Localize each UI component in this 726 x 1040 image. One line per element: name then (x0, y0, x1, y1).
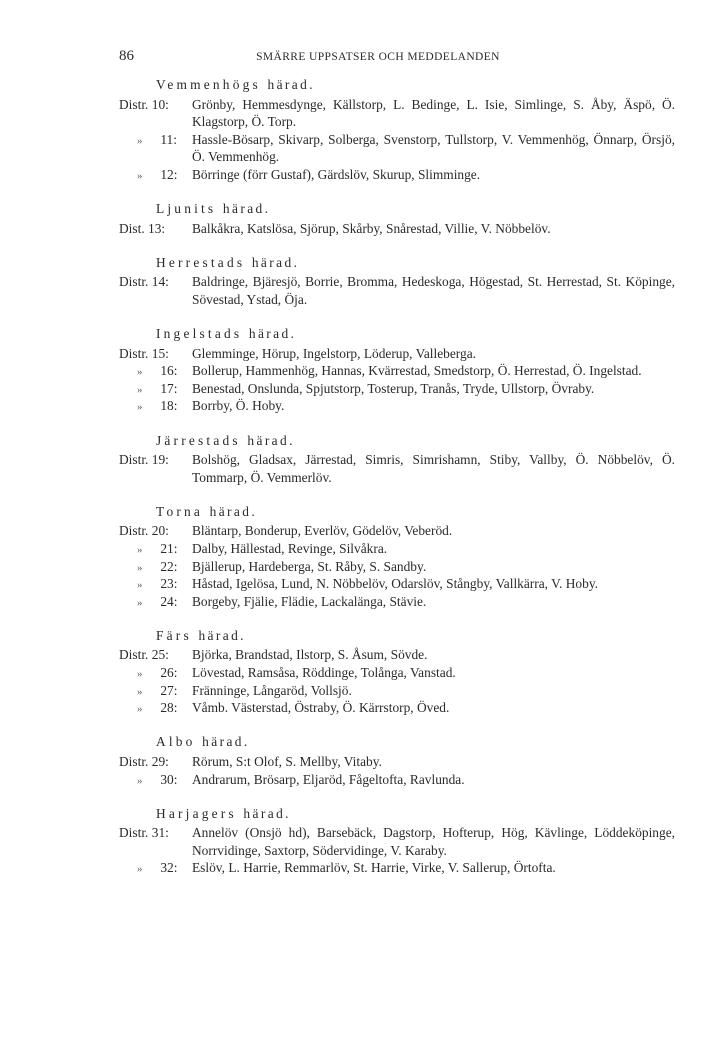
ditto-mark: » (137, 685, 143, 698)
district-number: 20: (151, 523, 169, 539)
section-heading (119, 805, 675, 823)
district-entry (119, 273, 675, 308)
page-number: 86 (119, 48, 134, 64)
district-label (119, 824, 192, 842)
district-number: 25: (151, 647, 169, 663)
section-heading (119, 254, 675, 272)
harad-word: härad. (243, 805, 291, 821)
district-number: 17: (160, 380, 178, 396)
ditto-mark: » (137, 579, 143, 592)
district-entry (119, 824, 675, 859)
district-number: 26: (160, 665, 178, 681)
section-heading (119, 325, 675, 343)
harad-word: härad. (267, 77, 315, 92)
parish-list: Benestad, Onslunda, Spjutstorp, Tosterup, Tranås, Tryde, Ullstorp, Övraby. (192, 380, 595, 396)
district-label (119, 397, 192, 417)
harad-name: Ingelstads (156, 326, 243, 342)
district-label (119, 593, 192, 613)
ditto-mark: » (137, 774, 143, 787)
district-number: 19: (151, 452, 169, 468)
district-number: 31: (151, 825, 169, 841)
ditto-mark: » (137, 703, 143, 716)
page-header (0, 48, 726, 68)
section-heading (119, 733, 675, 751)
section-heading (119, 627, 675, 645)
district-label (119, 166, 192, 186)
parish-list: Lövestad, Ramsåsa, Röddinge, Tolånga, Vanstad. (192, 665, 456, 681)
district-entry (119, 699, 675, 717)
district-entry (119, 362, 675, 380)
district-prefix: Distr. (119, 753, 149, 769)
district-label (119, 859, 192, 879)
district-entry (119, 575, 675, 593)
district-number: 14: (151, 274, 169, 290)
parish-list: Fränninge, Långaröd, Vollsjö. (192, 682, 352, 698)
parish-list: Bollerup, Hammenhög, Hannas, Kvärrestad, Smedstorp, Ö. Herrestad, Ö. Ingelstad. (192, 363, 642, 379)
district-number: 29: (151, 753, 169, 769)
parish-list: Borrby, Ö. Hoby. (192, 398, 285, 414)
harad-section (119, 325, 675, 415)
ditto-mark: » (137, 668, 143, 681)
section-heading (119, 76, 675, 94)
harad-section (119, 254, 675, 309)
district-entry (119, 345, 675, 363)
district-entry (119, 593, 675, 611)
parish-list: Dalby, Hällestad, Revinge, Silvåkra. (192, 540, 388, 556)
parish-list: Baldringe, Bjäresjö, Borrie, Bromma, Hedeskoga, Högestad, St. Herrestad, St. Köpinge, Sövestad, Ystad, Öja. (192, 274, 675, 307)
district-label (119, 522, 192, 540)
district-number: 11: (160, 131, 177, 147)
parish-list: Våmb. Västerstad, Östraby, Ö. Kärrstorp, Öved. (192, 700, 450, 716)
district-label (119, 451, 192, 469)
district-entry (119, 859, 675, 877)
section-heading (119, 432, 675, 450)
harad-word: härad. (209, 503, 258, 519)
district-prefix: Distr. (119, 96, 149, 112)
harad-section (119, 733, 675, 788)
harad-word: härad. (248, 326, 297, 342)
parish-list: Håstad, Igelösa, Lund, N. Nöbbelöv, Odarslöv, Stångby, Vallkärra, V. Hoby. (192, 576, 598, 592)
district-number: 13: (148, 220, 166, 236)
district-prefix: Distr. (119, 345, 149, 361)
district-number: 18: (160, 398, 178, 414)
district-entry (119, 96, 675, 131)
district-entry (119, 522, 675, 540)
parish-list: Eslöv, L. Harrie, Remmarlöv, St. Harrie, Virke, V. Sallerup, Örtofta. (192, 860, 556, 876)
ditto-mark: » (137, 134, 143, 147)
section-heading (119, 200, 675, 218)
parish-list: Börringe (förr Gustaf), Gärdslöv, Skurup, Slimminge. (192, 166, 481, 182)
district-number: 32: (160, 860, 178, 876)
parish-list: Annelöv (Onsjö hd), Barsebäck, Dagstorp, Hofterup, Hög, Kävlinge, Löddeköpinge, Norrvidinge, Saxtorp, Södervidinge, V. Karaby. (192, 825, 675, 858)
harad-section (119, 76, 675, 184)
district-entry (119, 664, 675, 682)
district-entry (119, 753, 675, 771)
harad-name: Ljunits (156, 201, 217, 217)
ditto-mark: » (137, 401, 143, 414)
ditto-mark: » (137, 543, 143, 556)
district-entry (119, 397, 675, 415)
district-label (119, 753, 192, 771)
district-entry (119, 131, 675, 166)
harad-word: härad. (198, 627, 246, 643)
district-number: 10: (151, 96, 169, 112)
ditto-mark: » (137, 863, 143, 876)
district-number: 15: (151, 345, 169, 361)
harad-section (119, 627, 675, 717)
harad-name: Torna (156, 503, 204, 519)
district-label (119, 699, 192, 719)
ditto-mark: » (137, 561, 143, 574)
harad-name: Järrestads (156, 432, 241, 448)
district-number: 27: (160, 682, 178, 698)
district-entry (119, 558, 675, 576)
district-number: 23: (160, 576, 178, 592)
district-number: 21: (160, 540, 178, 556)
ditto-mark: » (137, 383, 143, 396)
district-prefix: Distr. (119, 274, 149, 290)
district-prefix: Distr. (119, 825, 149, 841)
district-prefix: Distr. (119, 523, 149, 539)
harad-name: Herrestads (156, 254, 246, 270)
district-entry (119, 540, 675, 558)
district-label (119, 646, 192, 664)
harad-name: Vemmenhögs (156, 77, 261, 92)
district-number: 28: (160, 700, 178, 716)
harad-word: härad. (222, 201, 271, 217)
district-entry (119, 451, 675, 486)
harad-section (119, 503, 675, 611)
harad-section (119, 200, 675, 237)
parish-list: Bjällerup, Hardeberga, St. Råby, S. Sandby. (192, 558, 427, 574)
running-title: SMÄRRE UPPSATSER OCH MEDDELANDEN (256, 51, 500, 63)
district-entry (119, 771, 675, 789)
district-label (119, 131, 192, 151)
harad-name: Färs (156, 627, 192, 643)
district-label (119, 96, 192, 114)
parish-list: Borgeby, Fjälie, Flädie, Lackalänga, Stävie. (192, 593, 427, 609)
district-prefix: Dist. (119, 220, 145, 236)
ditto-mark: » (137, 169, 143, 182)
district-number: 22: (160, 558, 178, 574)
district-label (119, 273, 192, 291)
district-prefix: Distr. (119, 647, 149, 663)
document-body (119, 76, 675, 893)
ditto-mark: » (137, 366, 143, 379)
section-heading (119, 503, 675, 521)
ditto-mark: » (137, 596, 143, 609)
harad-name: Harjagers (156, 805, 237, 821)
harad-word: härad. (251, 254, 300, 270)
district-number: 30: (160, 771, 178, 787)
district-number: 12: (160, 166, 178, 182)
harad-section (119, 805, 675, 877)
harad-section (119, 432, 675, 487)
harad-word: härad. (202, 734, 250, 750)
district-number: 24: (160, 593, 178, 609)
parish-list: Rörum, S:t Olof, S. Mellby, Vitaby. (192, 753, 382, 769)
district-entry (119, 380, 675, 398)
parish-list: Balkåkra, Katslösa, Sjörup, Skårby, Snårestad, Villie, V. Nöbbelöv. (192, 220, 551, 236)
parish-list: Glemminge, Hörup, Ingelstorp, Löderup, Valleberga. (192, 345, 476, 361)
district-label (119, 220, 192, 238)
parish-list: Grönby, Hemmesdynge, Källstorp, L. Bedinge, L. Isie, Simlinge, S. Åby, Äspö, Ö. Klagstorp, Ö. Torp. (192, 96, 675, 130)
district-number: 16: (160, 363, 178, 379)
district-prefix: Distr. (119, 452, 149, 468)
parish-list: Bläntarp, Bonderup, Everlöv, Gödelöv, Veberöd. (192, 523, 453, 539)
parish-list: Andrarum, Brösarp, Eljaröd, Fågeltofta, Ravlunda. (192, 771, 465, 787)
parish-list: Björka, Brandstad, Ilstorp, S. Åsum, Sövde. (192, 647, 428, 663)
district-entry (119, 220, 675, 238)
district-label (119, 771, 192, 791)
parish-list: Hassle-Bösarp, Skivarp, Solberga, Svenstorp, Tullstorp, V. Vemmenhög, Önnarp, Örsjö, Ö. Vemmenhög. (192, 131, 675, 165)
district-entry (119, 682, 675, 700)
district-entry (119, 166, 675, 184)
parish-list: Bolshög, Gladsax, Järrestad, Simris, Simrishamn, Stiby, Vallby, Ö. Nöbbelöv, Ö. Tommarp, Ö. Vemmerlöv. (192, 452, 675, 485)
district-entry (119, 646, 675, 664)
district-label (119, 345, 192, 363)
harad-name: Albo (156, 734, 196, 750)
harad-word: härad. (247, 432, 295, 448)
